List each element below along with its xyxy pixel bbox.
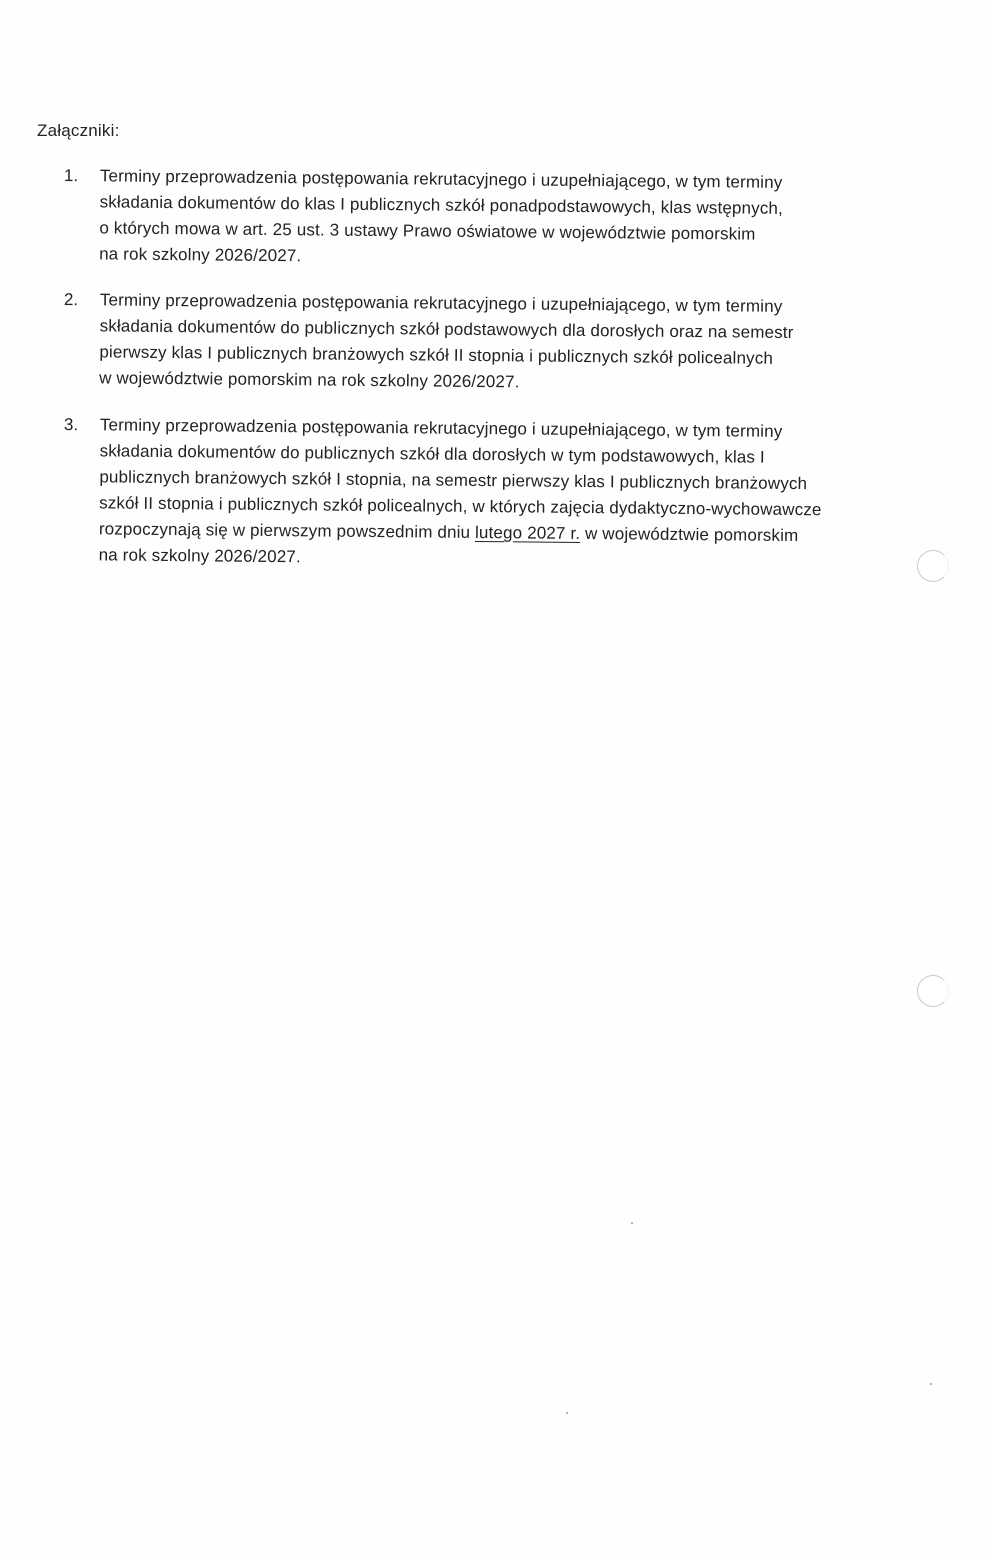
item-line: na rok szkolny 2026/2027. xyxy=(99,244,302,266)
item-line: w województwie pomorskim na rok szkolny 2026/2027. xyxy=(99,368,520,392)
item-line: szkół II stopnia i publicznych szkół policealnych, w których zajęcia dydaktyczno-wychowawcze xyxy=(99,493,822,520)
item-line: na rok szkolny 2026/2027. xyxy=(98,545,301,567)
item-line: składania dokumentów do publicznych szkół dla dorosłych w tym podstawowych, klas I xyxy=(99,441,765,467)
item-number: 2. xyxy=(63,289,79,310)
attachment-item-1 xyxy=(63,163,884,275)
item-number: 3. xyxy=(63,414,79,435)
item-line: składania dokumentów do publicznych szkół podstawowych dla dorosłych oraz na semestr xyxy=(99,316,794,343)
item-number: 1. xyxy=(63,165,79,186)
item-line: składania dokumentów do klas I publicznych szkół ponadpodstawowych, klas wstępnych, xyxy=(99,192,784,218)
item-line: Terminy przeprowadzenia postępowania rekrutacyjnego i uzupełniającego, w tym terminy xyxy=(99,415,783,441)
item-line-text: rozpoczynają się w pierwszym powszednim dniu xyxy=(98,519,476,542)
item-line: pierwszy klas I publicznych branżowych szkół II stopnia i publicznych szkół policealnych xyxy=(99,342,774,368)
scan-speck xyxy=(566,1412,568,1414)
attachment-item-3 xyxy=(63,412,884,576)
item-line-text: w województwie pomorskim xyxy=(580,523,799,546)
punch-hole-mark xyxy=(917,550,949,582)
item-line: o których mowa w art. 25 ust. 3 ustawy Prawo oświatowe w województwie pomorskim xyxy=(99,218,756,244)
item-line: Terminy przeprowadzenia postępowania rekrutacyjnego i uzupełniającego, w tym terminy xyxy=(99,166,783,192)
item-line: publicznych branżowych szkół I stopnia, na semestr pierwszy klas I publicznych branżowych xyxy=(99,467,808,494)
attachments-heading: Załączniki: xyxy=(37,121,120,140)
scan-speck xyxy=(631,1222,633,1224)
item-line: Terminy przeprowadzenia postępowania rekrutacyjnego i uzupełniającego, w tym terminy xyxy=(99,290,783,316)
underlined-date: lutego 2027 r. xyxy=(474,522,581,543)
scan-speck xyxy=(930,1383,932,1385)
punch-hole-mark xyxy=(917,975,949,1007)
attachment-item-2 xyxy=(63,287,884,399)
